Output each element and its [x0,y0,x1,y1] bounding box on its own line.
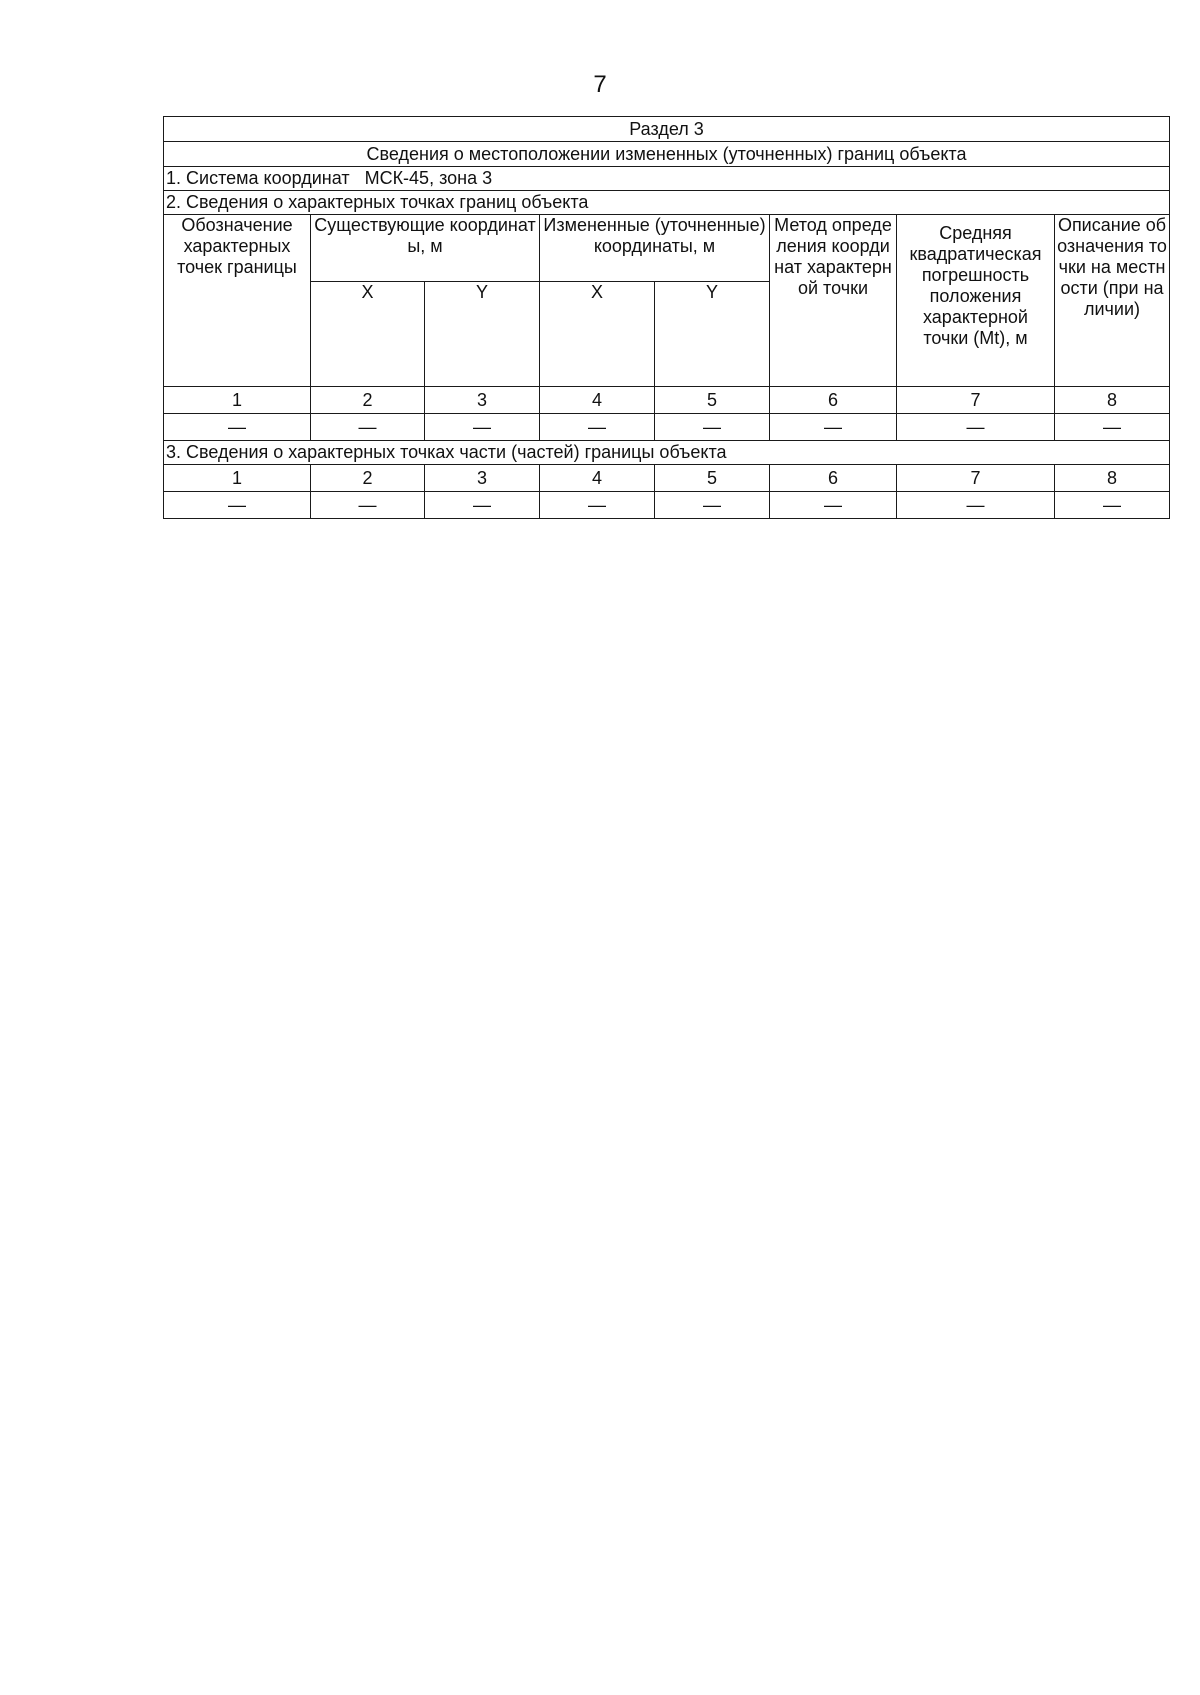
col-existing-coords-header: Существующие координаты, м [311,215,540,282]
section-3-table [163,116,1170,519]
empty-cell: — [655,414,770,441]
column-number: 6 [770,387,897,414]
column-number: 4 [540,465,655,492]
column-number: 3 [425,465,540,492]
column-number: 5 [655,387,770,414]
column-number: 6 [770,465,897,492]
empty-cell: — [1055,492,1170,519]
empty-cell: — [1055,414,1170,441]
col-changed-coords-header: Измененные (уточненные) координаты, м [540,215,770,282]
empty-cell: — [540,414,655,441]
empty-cell: — [311,414,425,441]
section-title: Раздел 3 [164,117,1170,142]
page-number: 7 [593,71,607,98]
column-numbers-row [164,387,1170,414]
column-number: 8 [1055,387,1170,414]
empty-cell: — [540,492,655,519]
column-number: 1 [164,465,311,492]
empty-cell: — [897,492,1055,519]
column-number: 7 [897,387,1055,414]
coordinate-system-value: МСК-45, зона 3 [364,168,493,188]
column-number: 5 [655,465,770,492]
parts-header: 3. Сведения о характерных точках части (частей) границы объекта [164,441,1170,465]
empty-cell: — [770,492,897,519]
column-number: 3 [425,387,540,414]
column-number: 8 [1055,465,1170,492]
coordinate-system-row [164,167,1170,191]
coordinate-system-label: 1. Система координат [166,168,350,188]
column-number: 1 [164,387,311,414]
empty-cell: — [164,492,311,519]
col-method-header: Метод определения координат характерной точки [770,215,897,387]
col-description-header: Описание обозначения точки на местности (при наличии) [1055,215,1170,387]
empty-cell: — [770,414,897,441]
col-error-header: Средняя квадратическая погрешность положения характерной точки (Mt), м [897,215,1055,387]
empty-cell: — [311,492,425,519]
points-header: 2. Сведения о характерных точках границ объекта [164,191,1170,215]
table-row [164,414,1170,441]
parts-column-numbers-row [164,465,1170,492]
col-designation-header: Обозначение характерных точек границы [164,215,311,387]
empty-cell: — [425,414,540,441]
section-subtitle: Сведения о местоположении измененных (уточненных) границ объекта [164,142,1170,167]
col-existing-x-header: X [311,282,425,387]
column-number: 4 [540,387,655,414]
column-number: 2 [311,465,425,492]
table-row [164,492,1170,519]
col-changed-y-header: Y [655,282,770,387]
column-number: 2 [311,387,425,414]
empty-cell: — [164,414,311,441]
column-number: 7 [897,465,1055,492]
empty-cell: — [897,414,1055,441]
col-changed-x-header: X [540,282,655,387]
col-existing-y-header: Y [425,282,540,387]
empty-cell: — [425,492,540,519]
empty-cell: — [655,492,770,519]
